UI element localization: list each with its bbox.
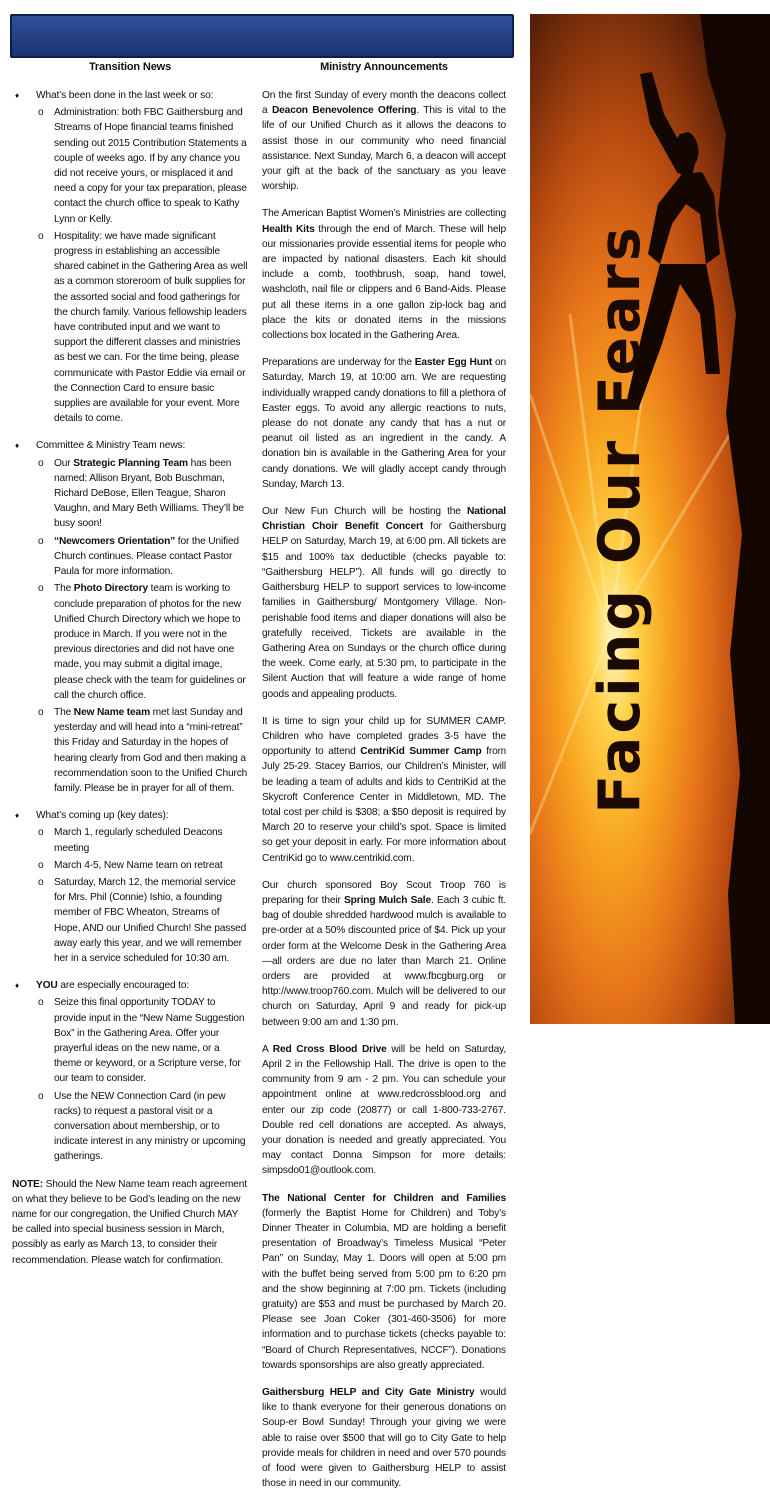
list-item: ♦ Committee & Ministry Team news: o Our Strategic Planning Team has been named: Allison Bryant, Bob Buschman, Richard DeBose, Ellen Teague, Sharon Vaughn, and Mary Beth Williams. They’ll be busy soon! o “Newcomers Orientation” for the Unified Church continues. Please contact Pastor Paula for more information. o The Photo Directory team is working to conclude preparation of photos for the new Unified Church Directory which we hope to produce in March. If you were not in the previous directories and did not have one made, you may submit a digital image, please check with the team for guidelines or call the church office. o The New Name team met last Sunday and yesterday and will head into a “mini-retreat” this Friday and Saturday in the hopes of hearing clearly from God and then making a recommendation soon to the Unified Church family. Please be in prayer for all of them. (12, 438, 248, 796)
circle-bullet-icon: o (38, 706, 44, 718)
announcement-paragraph: The National Center for Children and Families (formerly the Baptist Home for Children) and Toby’s Dinner Theater in Columbia, MD are holding a benefit presentation of Broadway’s Timeless Musical “Peter Pan” on Sunday, May 1. Doors will open at 5:00 pm with the buffet being served from 5:00 pm to 6:20 pm and the show beginning at 7:00 pm. Tickets (including gratuity) are $53 and must be purchased by March 20. Please see Joan Coker (301-460-3506) for more information and to purchase tickets (checks payable to: “Board of Church Representatives, NCCF”). Donations towards sponsorships are also greatly appreciated. (262, 1192, 506, 1371)
list-item: o March 1, regularly scheduled Deacons meeting (38, 827, 223, 854)
circle-bullet-icon: o (38, 1090, 44, 1102)
list-item: o The New Name team met last Sunday and yesterday and will head into a “mini-retreat” this Friday and Saturday in the hopes of hearing clearly from God and then making a recommendation soon to the Unified Church family. Please be in prayer for all of them. (38, 706, 248, 794)
bullet-icon: ♦ (15, 811, 19, 821)
circle-bullet-icon: o (38, 827, 44, 839)
sunset-climber-image: Facing Our Fears (530, 14, 770, 1024)
transition-list (12, 88, 248, 1165)
list-item: o The Photo Directory team is working to conclude preparation of photos for the new Unified Church Directory which we hope to produce in March. If you were not in the previous directories and did not have one made, you may submit a digital image, please check with the team for guidelines or call the church office. (38, 583, 246, 701)
circle-bullet-icon: o (38, 230, 44, 242)
list-item: o Hospitality: we have made significant progress in establishing an accessible shared cabinet in the Gathering Area as well as a common storeroom of bulk supplies for the assorted social and food gatherings for the church family. Various fellowship leaders have contributed input and we want to support the different classes and ministries as best we can. For the time being, please communicate with Pastor Eddie via email or the Connection Card to ensure basic supplies are available for your event. More details to come. (38, 230, 248, 425)
list-item: o Saturday, March 12, the memorial service for Mrs. Phil (Connie) Ishio, a founding member of FBC Wheaton, Streams of Hope, AND our Unified Church! She passed away early this year, and we will remember her in a service scheduled for 10:30 am. (38, 876, 247, 964)
list-item: o Our Strategic Planning Team has been named: Allison Bryant, Bob Buschman, Richard DeBose, Ellen Teague, Sharon Vaughn, and Mary Beth Williams. They’ll be busy soon! (38, 457, 244, 530)
note-paragraph: NOTE: Should the New Name team reach agreement on what they believe to be God’s leading on the new name for our congregation, the Unified Church MAY be called into special business session in March, possibly as early as March 13, to consider their recommendation. Please watch for confirmation. (12, 1178, 247, 1266)
circle-bullet-icon: o (38, 997, 44, 1009)
circle-bullet-icon: o (38, 876, 44, 888)
circle-bullet-icon: o (38, 535, 44, 547)
circle-bullet-icon: o (38, 107, 44, 119)
circle-bullet-icon: o (38, 859, 44, 871)
list-item: o Use the NEW Connection Card (in pew racks) to request a pastoral visit or a conversation about membership, or to indicate interest in any ministry or upcoming gatherings. (38, 1090, 246, 1163)
transition-news-column (12, 60, 248, 1280)
bullet-icon: ♦ (15, 981, 19, 991)
transition-news-heading: Transition News (88, 61, 172, 73)
announcement-paragraph: Our church sponsored Boy Scout Troop 760 is preparing for their Spring Mulch Sale. Each 3 cubic ft. bag of double shredded hardwood mulch is available to pre-order at a 50% discounted price of $4. Pick up your order form at the Welcome Desk in the Gathering Area—all orders are due no later than March 21. Online orders are provided at www.fbcgburg.org or http://www.troop760.com. Mulch will be delivered to our church on Saturday, April 9 and ready for pick-up between 9:00 am and 1:30 pm. (262, 879, 506, 1028)
list-item: o Administration: both FBC Gaithersburg and Streams of Hope financial teams finished sending out 2015 Contribution Statements a couple of weeks ago. If by any chance you did not receive yours, or misplaced it and need a copy for your tax preparation, please contact the church office to speak to Kathy Lynn or Kelly. (38, 107, 247, 225)
announcement-paragraph: It is time to sign your child up for SUMMER CAMP. Children who have completed grades 3-5 have the opportunity to attend CentriKid Summer Camp from July 25-29. Stacey Barrios, our Children’s Minister, will be leading a team of adults and kids to CentriKid at the Skycroft Conference Center in Middletown, MD. The total cost per child is $308; a $50 deposit is required by March 20 to reserve your child’s spot. Space is limited so get your deposit in early. For more information about CentriKid go to www.centrikid.com. (262, 715, 506, 864)
circle-bullet-icon: o (38, 583, 44, 595)
announcement-paragraph: The American Baptist Women’s Ministries are collecting Health Kits through the end of March. These will help our missionaries provide essential items for people who are impacted by national disasters. Each kit should include a comb, toothbrush, soap, hand towel, washcloth, nail file or clippers and 6 Band-Aids. Please put all these items in a one gallon zip-lock bag and place the kits or donated items in the missions collections box located in the Gathering Area. (262, 208, 506, 342)
bullet-icon: ♦ (15, 91, 19, 100)
list-item: o March 4-5, New Name team on retreat (36, 858, 248, 873)
circle-bullet-icon: o (38, 457, 44, 469)
list-item: o “Newcomers Orientation” for the Unified Church continues. Please contact Pastor Paula for more information. (38, 535, 239, 578)
bullet-icon: ♦ (15, 441, 19, 451)
announcement-paragraph: Gaithersburg HELP and City Gate Ministry would like to thank everyone for their generous donations on Soup-er Bowl Sunday! Through your giving we were able to raise over $500 that will go to City Gate to help provide meals for children in need and over 570 pounds of food were given to Gaithersburg HELP to assist those in need in our community. (262, 1387, 506, 1490)
announcement-paragraph: A Red Cross Blood Drive will be held on Saturday, April 2 in the Fellowship Hall. The drive is open to the community from 9 am - 2 pm. You can schedule your appointment online at www.redcrossblood.org and enter our zip code (20877) or call 1-800-733-2767. Double red cell donations are accepted. As always, your donation is needed and greatly appreciated. You may contact Donna Simpson for more details: simpsdo01@outlook.com. (262, 1043, 506, 1177)
ministry-announcements-heading: Ministry Announcements (320, 61, 448, 73)
announcement-paragraph: On the first Sunday of every month the deacons collect a Deacon Benevolence Offering. This is vital to the life of our Unified Church as it allows the deacons to assist those in our community who need financial assistance. Next Sunday, March 6, a deacon will accept your gift at the back of the sanctuary as you leave worship. (262, 90, 506, 193)
list-item: ♦ YOU are especially encouraged to: o Seize this final opportunity TODAY to provide input in the “New Name Suggestion Box” in the Gathering Area. Offer your prayerful ideas on the new name, or a theme or keyword, or a Scripture verse, for our team to consider. o Use the NEW Connection Card (in pew racks) to request a pastoral visit or a conversation about membership, or to indicate interest in any ministry or upcoming gatherings. (12, 978, 248, 1164)
header-bar (10, 14, 514, 58)
announcement-paragraph: Our New Fun Church will be hosting the National Christian Choir Benefit Concert for Gaithersburg HELP on Saturday, March 19, at 6:00 pm. All tickets are $15 and 100% tax deductible (checks payable to: “Gaithersburg HELP”). All funds will go directly to Gaithersburg HELP to support services to low-income families in Gaithersburg/ Montgomery Village. Non-perishable food items and diaper donations will also be gratefully received. Tickets are available in the Gathering Area on Sundays or the church office during the week. Come early, at 5:30 pm, to participate in the Silent Auction that will feature a wide range of home goods and appealing products. (262, 506, 506, 700)
list-item: o Seize this final opportunity TODAY to provide input in the “New Name Suggestion Box” in the Gathering Area. Offer your prayerful ideas on the new name, or a theme or keyword, or a Scripture verse, for our team to consider. (38, 997, 245, 1085)
list-item: ♦ What’s been done in the last week or so: o Administration: both FBC Gaithersburg and Streams of Hope financial teams finished sending out 2015 Contribution Statements a couple of weeks ago. If by any chance you did not receive yours, or misplaced it and need a copy for your tax preparation, please contact the church office to speak to Kathy Lynn or Kelly. o Hospitality: we have made significant progress in establishing an accessible shared cabinet in the Gathering Area as well as a common storeroom of bulk supplies for the assorted social and food gatherings for the church family. Various fellowship leaders have contributed input and we want to support the different classes and ministries as best we can. For the time being, please communicate with Pastor Eddie via email or the Connection Card to ensure basic supplies are available for your event. More details to come. (12, 88, 248, 426)
announcement-paragraph: Preparations are underway for the Easter Egg Hunt on Saturday, March 19, at 10:00 am. We are requesting individually wrapped candy donations to fill a plethora of Easter eggs. To avoid any allergic reactions to nuts, please do not donate any candy that has a nut or peanut oil listed as an ingredient in the candy. A donation bin is available in the Gathering Area for your candy donations. We will gladly accept candy through Sunday, March 13. (262, 357, 507, 490)
ministry-announcements-column (262, 60, 506, 1503)
list-item: ♦ What’s coming up (key dates): o March 1, regularly scheduled Deacons meeting o March 4-5, New Name team on retreat o Saturday, March 12, the memorial service for Mrs. Phil (Connie) Ishio, a founding member of FBC Wheaton, Streams of Hope, AND our Unified Church! She passed away early this year, and we will remember her in a service scheduled for 10:30 am. (12, 808, 248, 966)
